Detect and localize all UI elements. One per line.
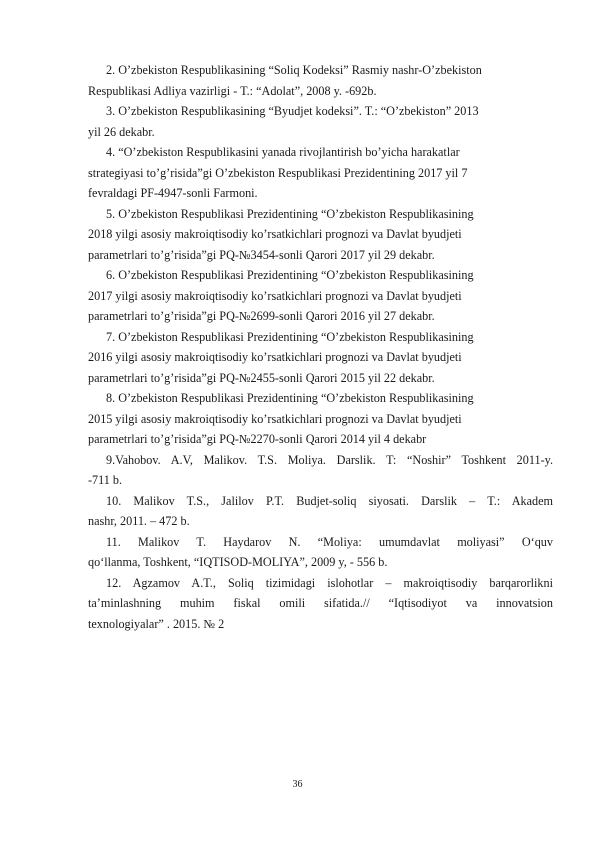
reference-line: 2018 yilgi asosiy makroiqtisodiy ko’rsatkichlari prognozi va Davlat byudjeti bbox=[88, 227, 462, 241]
reference-line: texnologiyalar” . 2015. № 2 bbox=[88, 616, 225, 631]
reference-item bbox=[88, 204, 553, 266]
reference-first-line: 9.Vahobov. A.V, Malikov. T.S. Moliya. Darslik. T: “Noshir” Toshkent 2011-y. bbox=[106, 452, 553, 467]
page-number: 36 bbox=[292, 779, 303, 790]
reference-line: 2017 yilgi asosiy makroiqtisodiy ko’rsatkichlari prognozi va Davlat byudjeti bbox=[88, 288, 462, 303]
reference-item bbox=[88, 101, 553, 142]
reference-item bbox=[88, 491, 553, 532]
reference-first-line: 6. O’zbekiston Respublikasi Prezidentining “O’zbekiston Respublikasining bbox=[106, 268, 474, 282]
reference-item bbox=[88, 60, 553, 101]
reference-line: nashr, 2011. – 472 b. bbox=[88, 514, 190, 528]
reference-item bbox=[88, 265, 553, 327]
reference-item bbox=[88, 388, 553, 450]
reference-line: 2016 yilgi asosiy makroiqtisodiy ko’rsatkichlari prognozi va Davlat byudjeti bbox=[88, 350, 462, 364]
reference-line: qo‘llanma, Toshkent, “IQTISOD-MOLIYA”, 2009 y, - 556 b. bbox=[88, 555, 388, 569]
reference-first-line: 3. O’zbekiston Respublikasining “Byudjet kodeksi”. T.: “O’zbekiston” 2013 bbox=[106, 104, 479, 118]
reference-line: -711 b. bbox=[88, 473, 123, 487]
reference-item bbox=[88, 532, 553, 573]
reference-item bbox=[88, 142, 553, 204]
reference-line: parametrlari to’g’risida”gi PQ-№2270-sonli Qarori 2014 yil 4 dekabr bbox=[88, 432, 427, 446]
reference-line: parametrlari to’g’risida”gi PQ-№2699-sonli Qarori 2016 yil 27 dekabr. bbox=[88, 309, 435, 323]
reference-first-line: 12. Agzamov A.T., Soliq tizimidagi islohotlar – makroiqtisodiy barqarorlikni bbox=[106, 575, 553, 590]
reference-line: parametrlari to’g’risida”gi PQ-№2455-sonli Qarori 2015 yil 22 dekabr. bbox=[88, 370, 435, 385]
reference-line: yil 26 dekabr. bbox=[88, 124, 155, 139]
reference-item bbox=[88, 450, 553, 491]
reference-first-line: 8. O’zbekiston Respublikasi Prezidentining “O’zbekiston Respublikasining bbox=[106, 391, 474, 405]
reference-line: 2015 yilgi asosiy makroiqtisodiy ko’rsatkichlari prognozi va Davlat byudjeti bbox=[88, 411, 462, 426]
reference-line: ta’minlashning muhim fiskal omili sifatida.// “Iqtisodiyot va innovatsion bbox=[88, 596, 553, 610]
reference-first-line: 4. “O’zbekiston Respublikasini yanada rivojlantirish bo’yicha harakatlar bbox=[106, 145, 460, 159]
reference-line: parametrlari to’g’risida”gi PQ-№3454-sonli Qarori 2017 yil 29 dekabr. bbox=[88, 247, 435, 262]
reference-line: fevraldagi PF-4947-sonli Farmoni. bbox=[88, 186, 258, 200]
reference-first-line: 5. O’zbekiston Respublikasi Prezidentining “O’zbekiston Respublikasining bbox=[106, 206, 474, 221]
reference-item bbox=[88, 327, 553, 389]
reference-first-line: 2. O’zbekiston Respublikasining “Soliq Kodeksi” Rasmiy nashr-O’zbekiston bbox=[106, 63, 482, 77]
reference-line: Respublikasi Adliya vazirligi - T.: “Adolat”, 2008 y. -692b. bbox=[88, 83, 377, 98]
reference-first-line: 7. O’zbekiston Respublikasi Prezidentining “O’zbekiston Respublikasining bbox=[106, 329, 474, 344]
reference-line: strategiyasi to’g’risida”gi O’zbekiston Respublikasi Prezidentining 2017 yil 7 bbox=[88, 165, 468, 180]
reference-first-line: 11. Malikov T. Haydarov N. “Moliya: umumdavlat moliyasi” O‘quv bbox=[106, 534, 553, 549]
reference-first-line: 10. Malikov T.S., Jalilov P.T. Budjet-soliq siyosati. Darslik – T.: Akadem bbox=[106, 493, 553, 508]
reference-list bbox=[88, 60, 553, 634]
reference-item bbox=[88, 573, 553, 635]
